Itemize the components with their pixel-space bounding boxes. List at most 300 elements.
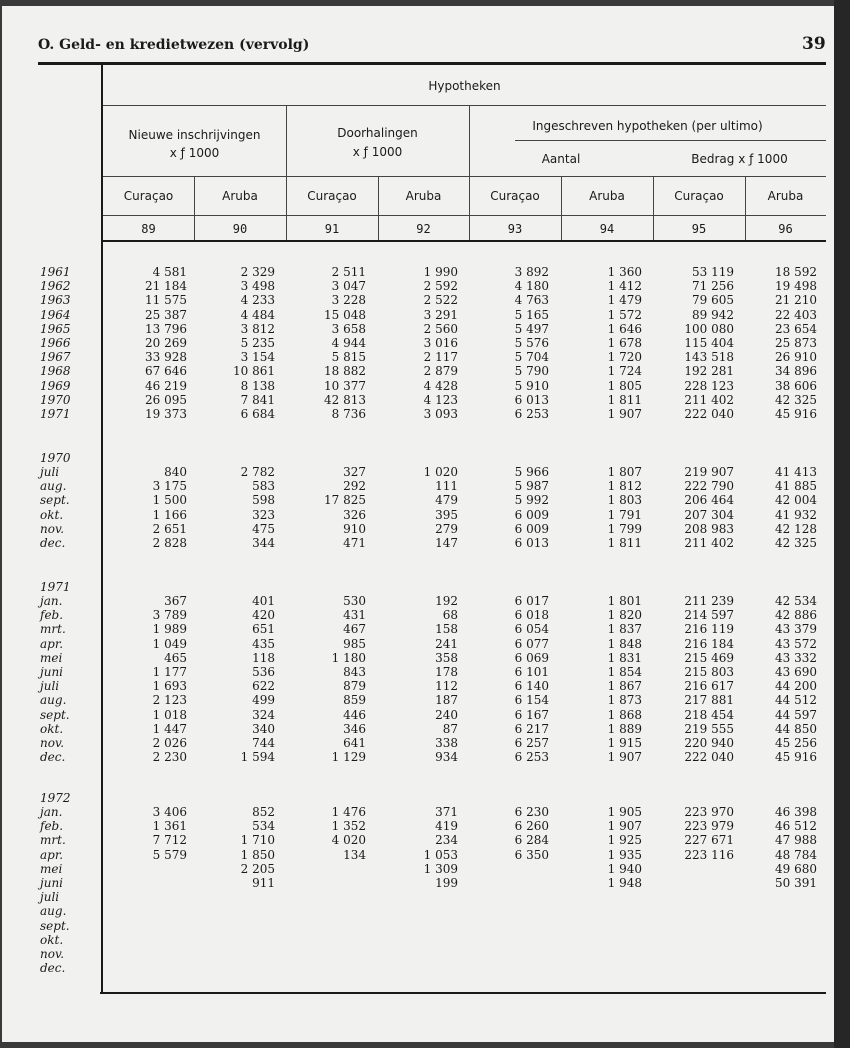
- table-cell: 6 253: [514, 750, 549, 765]
- grid-line: [103, 240, 826, 242]
- data-column: [286, 465, 366, 550]
- row-label: feb.: [40, 608, 64, 623]
- table-cell: 50 391: [775, 875, 817, 890]
- table-cell: 178: [435, 664, 458, 679]
- table-cell: [107, 919, 187, 933]
- table-cell: 1 020: [423, 465, 458, 479]
- table-cell: 3 789: [152, 608, 187, 623]
- table-cell: 1 905: [607, 805, 642, 819]
- table-cell: 23 654: [775, 321, 817, 336]
- table-cell: 6 253: [514, 406, 549, 421]
- table-cell: 419: [435, 819, 458, 834]
- data-column: [654, 265, 734, 421]
- table-cell: 147: [435, 535, 458, 550]
- table-cell: 598: [252, 493, 275, 508]
- table-cell: 216 617: [684, 679, 734, 694]
- table-cell: 467: [343, 622, 366, 637]
- table-cell: 2 117: [423, 350, 458, 365]
- table-cell: [107, 947, 187, 961]
- table-cell: 5 992: [514, 493, 549, 508]
- table-cell: 227 671: [684, 833, 734, 848]
- table-cell: [195, 890, 275, 904]
- table-cell: [286, 919, 366, 933]
- data-column: [737, 805, 817, 975]
- table-cell: 43 332: [775, 650, 817, 665]
- row-label: juli: [40, 679, 60, 694]
- table-cell: 6 140: [514, 679, 549, 694]
- row-label: nov.: [40, 946, 65, 961]
- row-label: sept.: [40, 707, 70, 722]
- data-column: [654, 805, 734, 975]
- table-cell: 4 581: [152, 265, 187, 279]
- table-cell: 44 200: [775, 679, 817, 694]
- table-cell: 1 811: [607, 535, 642, 550]
- table-cell: 45 916: [775, 750, 817, 765]
- table-cell: [469, 862, 549, 876]
- table-cell: 19 373: [145, 406, 187, 421]
- table-cell: 3 047: [331, 279, 366, 294]
- table-cell: 327: [343, 465, 366, 479]
- table-cell: [562, 904, 642, 918]
- table-cell: 583: [252, 479, 275, 494]
- table-cell: 118: [252, 650, 275, 665]
- row-label: 1964: [40, 307, 71, 322]
- table-cell: 1 053: [423, 847, 458, 862]
- table-cell: [562, 961, 642, 975]
- data-column: [286, 805, 366, 975]
- data-column: [195, 805, 275, 975]
- table-cell: 2 592: [423, 279, 458, 294]
- table-cell: [286, 876, 366, 890]
- table-cell: 45 256: [775, 735, 817, 750]
- table-cell: 651: [252, 622, 275, 637]
- table-cell: [378, 961, 458, 975]
- table-cell: 13 796: [145, 321, 187, 336]
- table-cell: 216 184: [684, 636, 734, 651]
- table-cell: 3 093: [423, 406, 458, 421]
- table-cell: [107, 862, 187, 876]
- table-cell: [737, 947, 817, 961]
- table-cell: 1 166: [152, 507, 187, 522]
- table-cell: 6 069: [514, 650, 549, 665]
- table-cell: 479: [435, 493, 458, 508]
- data-column: [737, 465, 817, 550]
- data-column: [195, 594, 275, 764]
- row-label: feb.: [40, 819, 64, 834]
- table-cell: [107, 961, 187, 975]
- table-cell: 112: [435, 679, 458, 694]
- table-cell: 1 801: [607, 594, 642, 608]
- table-cell: [654, 904, 734, 918]
- table-cell: 1 873: [607, 693, 642, 708]
- table-cell: 3 154: [240, 350, 275, 365]
- row-label: mrt.: [40, 833, 66, 848]
- header-nieuwe-unit: x ƒ 1000: [169, 146, 220, 160]
- table-cell: 534: [252, 819, 275, 834]
- table-cell: 1 850: [240, 847, 275, 862]
- row-label: okt.: [40, 932, 64, 947]
- table-cell: 41 413: [775, 465, 817, 479]
- table-cell: 340: [252, 721, 275, 736]
- table-cell: 42 325: [775, 392, 817, 407]
- table-cell: 1 309: [423, 861, 458, 876]
- row-label: sept.: [40, 918, 70, 933]
- table-cell: 22 403: [775, 307, 817, 322]
- row-label: 1961: [40, 265, 71, 279]
- table-cell: 223 116: [684, 847, 734, 862]
- table-cell: [286, 947, 366, 961]
- table-cell: 215 469: [684, 650, 734, 665]
- island-label: Aruba: [767, 189, 804, 203]
- table-cell: 859: [343, 693, 366, 708]
- table-cell: 4 428: [423, 378, 458, 393]
- table-cell: 42 813: [324, 392, 366, 407]
- data-column: [107, 805, 187, 975]
- table-cell: 5 910: [514, 378, 549, 393]
- row-label: 1968: [40, 364, 71, 379]
- table-cell: [469, 876, 549, 890]
- table-cell: 192: [435, 594, 458, 608]
- table-cell: 38 606: [775, 378, 817, 393]
- table-cell: 279: [435, 521, 458, 536]
- table-cell: 1 990: [423, 265, 458, 279]
- table-cell: 1 807: [607, 465, 642, 479]
- table-cell: [107, 876, 187, 890]
- table-cell: 2 828: [152, 535, 187, 550]
- table-cell: [654, 961, 734, 975]
- table-cell: 3 498: [240, 279, 275, 294]
- island-label: Curaçao: [674, 189, 724, 203]
- table-cell: 1 791: [607, 507, 642, 522]
- table-cell: 2 879: [423, 364, 458, 379]
- data-column: [562, 265, 642, 421]
- row-label: dec.: [40, 961, 66, 976]
- table-cell: 1 805: [607, 378, 642, 393]
- data-column: [378, 265, 458, 421]
- table-cell: 910: [343, 521, 366, 536]
- table-cell: 7 712: [152, 833, 187, 848]
- table-cell: 852: [252, 805, 275, 819]
- row-labels: [40, 594, 90, 764]
- row-label: mei: [40, 861, 63, 876]
- data-column: [737, 265, 817, 421]
- table-cell: 18 882: [324, 364, 366, 379]
- table-cell: 207 304: [684, 507, 734, 522]
- grid-line: [103, 105, 826, 106]
- table-cell: 2 329: [240, 265, 275, 279]
- table-cell: 326: [343, 507, 366, 522]
- row-label: dec.: [40, 535, 66, 550]
- table-cell: 6 018: [514, 608, 549, 623]
- table-cell: 42 325: [775, 535, 817, 550]
- table-cell: [654, 890, 734, 904]
- column-number: 96: [778, 222, 793, 236]
- table-cell: 475: [252, 521, 275, 536]
- table-cell: 42 886: [775, 608, 817, 623]
- table-cell: 45 916: [775, 406, 817, 421]
- row-label: 1963: [40, 293, 71, 308]
- table-cell: [562, 919, 642, 933]
- table-cell: 11 575: [145, 293, 187, 308]
- table-cell: 44 850: [775, 721, 817, 736]
- table-cell: 1 868: [607, 707, 642, 722]
- table-cell: 8 138: [240, 378, 275, 393]
- table-cell: 2 651: [152, 521, 187, 536]
- table-cell: 1 837: [607, 622, 642, 637]
- row-label: apr.: [40, 636, 64, 651]
- row-label: 1965: [40, 321, 71, 336]
- table-cell: [562, 947, 642, 961]
- table-cell: 89 942: [692, 307, 734, 322]
- header-bedrag: Bedrag x ƒ 1000: [691, 152, 788, 166]
- table-cell: [469, 961, 549, 975]
- table-cell: 87: [442, 721, 458, 736]
- data-column: [562, 805, 642, 975]
- table-cell: 41 885: [775, 479, 817, 494]
- table-cell: [107, 933, 187, 947]
- page-title: O. Geld- en kredietwezen (vervolg): [38, 37, 310, 53]
- data-column: [654, 594, 734, 764]
- table-cell: 222 040: [684, 406, 734, 421]
- table-cell: 1 500: [152, 493, 187, 508]
- table-cell: 2 522: [423, 293, 458, 308]
- table-cell: 25 387: [145, 307, 187, 322]
- table-cell: 435: [252, 636, 275, 651]
- table-cell: 1 129: [331, 750, 366, 765]
- row-label: aug.: [40, 904, 67, 919]
- table-cell: 1 476: [331, 805, 366, 819]
- table-cell: 346: [343, 721, 366, 736]
- row-label: nov.: [40, 735, 65, 750]
- row-label: jan.: [40, 594, 63, 608]
- table-cell: 4 944: [331, 335, 366, 350]
- row-labels: [40, 465, 90, 550]
- table-cell: 4 763: [514, 293, 549, 308]
- table-cell: [654, 919, 734, 933]
- table-cell: 446: [343, 707, 366, 722]
- table-cell: [469, 947, 549, 961]
- table-cell: 33 928: [145, 350, 187, 365]
- table-cell: 6 077: [514, 636, 549, 651]
- table-cell: 5 576: [514, 335, 549, 350]
- table-cell: 42 004: [775, 493, 817, 508]
- header-rule: [38, 62, 826, 65]
- island-label: Curaçao: [490, 189, 540, 203]
- table-cell: 1 693: [152, 679, 187, 694]
- table-cell: 34 896: [775, 364, 817, 379]
- table-cell: 3 291: [423, 307, 458, 322]
- group-title: Hypotheken: [428, 79, 501, 93]
- table-cell: [195, 904, 275, 918]
- table-cell: 2 782: [240, 465, 275, 479]
- data-column: [562, 594, 642, 764]
- table-cell: 44 512: [775, 693, 817, 708]
- table-cell: 641: [343, 735, 366, 750]
- row-labels: [40, 805, 90, 975]
- table-cell: 218 454: [684, 707, 734, 722]
- grid-line: [103, 215, 826, 216]
- table-cell: [654, 933, 734, 947]
- table-cell: 4 123: [423, 392, 458, 407]
- table-cell: 338: [435, 735, 458, 750]
- table-cell: 115 404: [684, 335, 734, 350]
- row-label: juni: [40, 875, 64, 890]
- table-cell: [195, 961, 275, 975]
- table-cell: [378, 947, 458, 961]
- table-cell: 10 377: [324, 378, 366, 393]
- table-cell: 420: [252, 608, 275, 623]
- header-ingeschreven: Ingeschreven hypotheken (per ultimo): [532, 119, 763, 133]
- table-cell: 6 684: [240, 406, 275, 421]
- table-cell: [469, 919, 549, 933]
- table-cell: 5 966: [514, 465, 549, 479]
- table-cell: 44 597: [775, 707, 817, 722]
- table-cell: 1 907: [607, 406, 642, 421]
- table-cell: 68: [442, 608, 458, 623]
- table-cell: [737, 904, 817, 918]
- table-cell: 499: [252, 693, 275, 708]
- table-cell: 219 555: [684, 721, 734, 736]
- table-cell: 1 049: [152, 636, 187, 651]
- table-cell: 1 867: [607, 679, 642, 694]
- table-cell: 211 402: [684, 535, 734, 550]
- table-cell: 143 518: [684, 350, 734, 365]
- data-column: [286, 594, 366, 764]
- table-cell: 6 217: [514, 721, 549, 736]
- table-cell: 241: [435, 636, 458, 651]
- table-cell: 6 009: [514, 507, 549, 522]
- table-cell: [286, 904, 366, 918]
- table-cell: 1 572: [607, 307, 642, 322]
- table-cell: 228 123: [684, 378, 734, 393]
- table-cell: 4 484: [240, 307, 275, 322]
- table-cell: 1 177: [152, 664, 187, 679]
- table-cell: 6 054: [514, 622, 549, 637]
- row-label: apr.: [40, 847, 64, 862]
- island-label: Aruba: [405, 189, 442, 203]
- data-column: [469, 465, 549, 550]
- scan-edge: [834, 0, 850, 1048]
- table-cell: [737, 933, 817, 947]
- table-cell: 217 881: [684, 693, 734, 708]
- row-label: juli: [40, 465, 60, 479]
- island-label: Curaçao: [123, 189, 174, 203]
- row-label: juli: [40, 890, 60, 905]
- data-column: [737, 594, 817, 764]
- table-cell: 21 210: [775, 293, 817, 308]
- table-cell: 622: [252, 679, 275, 694]
- section-title: 1970: [40, 451, 71, 465]
- table-cell: [378, 933, 458, 947]
- table-cell: 2 560: [423, 321, 458, 336]
- table-cell: 1 724: [607, 364, 642, 379]
- data-column: [107, 265, 187, 421]
- table-cell: 367: [164, 594, 187, 608]
- table-cell: 5 704: [514, 350, 549, 365]
- table-cell: [107, 904, 187, 918]
- table-cell: 42 128: [775, 521, 817, 536]
- table-cell: 1 720: [607, 350, 642, 365]
- table-cell: 1 447: [152, 721, 187, 736]
- table-cell: 1 594: [240, 750, 275, 765]
- table-cell: [654, 876, 734, 890]
- table-cell: 2 511: [331, 265, 366, 279]
- table-cell: 6 350: [514, 847, 549, 862]
- row-label: mei: [40, 650, 63, 665]
- table-cell: 134: [343, 847, 366, 862]
- table-cell: [562, 933, 642, 947]
- table-cell: 292: [343, 479, 366, 494]
- table-cell: 208 983: [684, 521, 734, 536]
- table-cell: [737, 961, 817, 975]
- table-cell: 934: [435, 750, 458, 765]
- table-cell: 71 256: [692, 279, 734, 294]
- table-cell: 223 979: [684, 819, 734, 834]
- table-cell: 8 736: [331, 406, 366, 421]
- data-column: [107, 465, 187, 550]
- column-number: 93: [507, 222, 523, 236]
- data-column: [469, 805, 549, 975]
- table-cell: 1 803: [607, 493, 642, 508]
- table-cell: 5 987: [514, 479, 549, 494]
- table-cell: 15 048: [324, 307, 366, 322]
- table-cell: 1 831: [607, 650, 642, 665]
- table-cell: 843: [343, 664, 366, 679]
- table-cell: 1 710: [240, 833, 275, 848]
- page-number: 39: [802, 34, 826, 54]
- table-cell: 6 017: [514, 594, 549, 608]
- bottom-rule: [100, 992, 826, 994]
- table-cell: 1 848: [607, 636, 642, 651]
- data-column: [469, 594, 549, 764]
- table-cell: 471: [343, 535, 366, 550]
- table-cell: 3 658: [331, 321, 366, 336]
- row-label: 1971: [40, 406, 71, 421]
- column-number: 94: [599, 222, 615, 236]
- row-label: juni: [40, 664, 64, 679]
- table-cell: [654, 862, 734, 876]
- table-cell: 323: [252, 507, 275, 522]
- table-cell: [286, 862, 366, 876]
- data-column: [195, 465, 275, 550]
- data-column: [378, 805, 458, 975]
- data-column: [378, 594, 458, 764]
- table-cell: 211 239: [684, 594, 734, 608]
- table-cell: 199: [435, 875, 458, 890]
- header-doorhalingen: Doorhalingen: [337, 126, 418, 140]
- table-cell: [654, 947, 734, 961]
- row-label: 1967: [40, 350, 71, 365]
- table-cell: 1 479: [607, 293, 642, 308]
- table-cell: 48 784: [775, 847, 817, 862]
- column-number: 91: [324, 222, 340, 236]
- table-cell: 79 605: [692, 293, 734, 308]
- table-cell: 879: [343, 679, 366, 694]
- table-cell: 371: [435, 805, 458, 819]
- table-cell: 2 205: [240, 861, 275, 876]
- row-label: dec.: [40, 750, 66, 765]
- row-label: 1966: [40, 335, 71, 350]
- table-cell: 3 892: [514, 265, 549, 279]
- table-cell: 10 861: [233, 364, 275, 379]
- table-cell: 111: [435, 479, 458, 494]
- table-cell: [195, 947, 275, 961]
- table-cell: 206 464: [684, 493, 734, 508]
- table-cell: 6 257: [514, 735, 549, 750]
- table-cell: 25 873: [775, 335, 817, 350]
- table-cell: 42 534: [775, 594, 817, 608]
- table-cell: 17 825: [324, 493, 366, 508]
